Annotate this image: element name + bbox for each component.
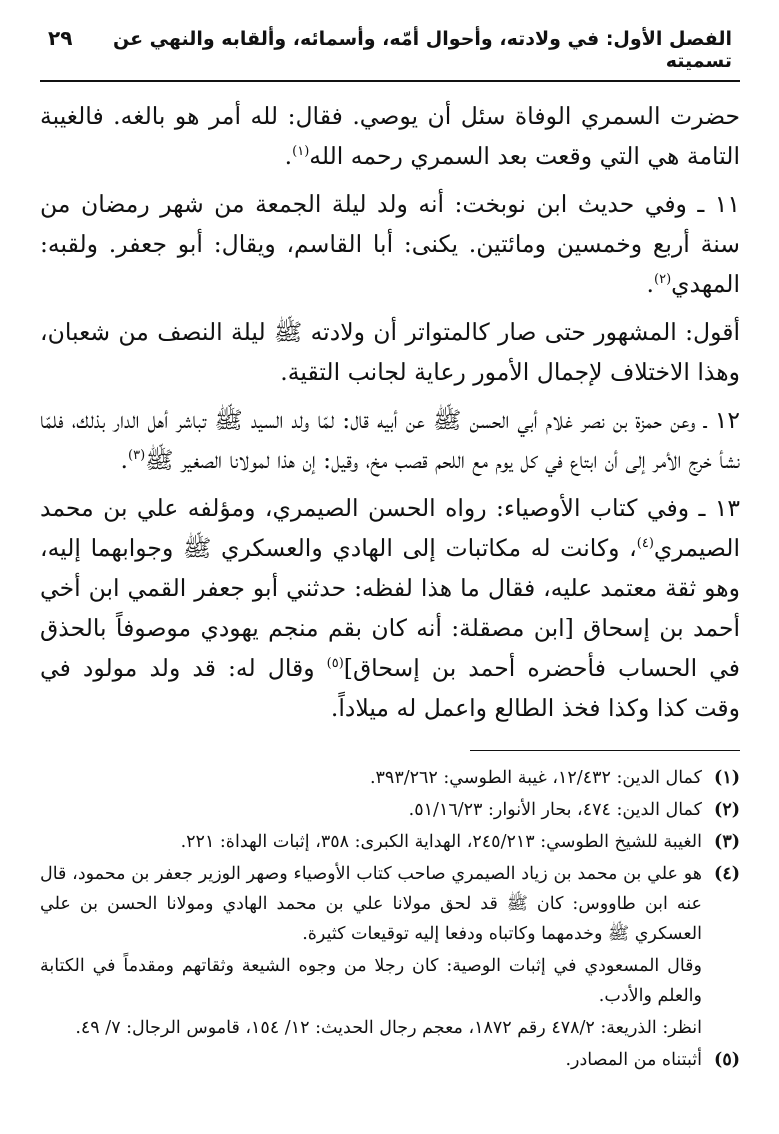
footnote bbox=[40, 827, 740, 857]
paragraph-text: حضرت السمري الوفاة سئل أن يوصي. فقال: لله أمر هو بالغه. فالغيبة التامة هي التي وقعت بعد السمري bbox=[40, 102, 740, 170]
paragraph: حضرت السمري الوفاة سئل أن يوصي. فقال: لله أمر هو بالغه. فالغيبة التامة هي التي وقعت بعد السمري رحمه الله$^{(١)}$. bbox=[40, 102, 740, 170]
footnote bbox=[40, 763, 740, 793]
footnote-number: (١) bbox=[714, 768, 740, 788]
honorific: رحمه الله bbox=[309, 142, 403, 170]
paragraph: ١٢ ـ وعن حمزة بن نصر غلام أبي الحسن ﷺ عن أبيه قال: لمّا ولد السيد ﷺ تباشر أهل الدار بذلك، فلمّا نشأ خرج الأمر إلى أن ابتاع في كل يوم مع اللحم قصب مخ، وقيل: إن هذا لمولانا الصغير ﷺ$^{(٣)}$. bbox=[40, 406, 740, 474]
footnote-text: كمال الدين: ١٢/٤٣٢، غيبة الطوسي: ٣٩٣/٢٦٢. bbox=[369, 768, 702, 788]
footnote-mark: (٣) bbox=[128, 448, 146, 464]
main-text bbox=[40, 96, 740, 728]
footnote-text: أثبتناه من المصادر. bbox=[565, 1050, 702, 1070]
footnote-number: (٢) bbox=[714, 800, 740, 820]
footnote bbox=[40, 1045, 740, 1075]
paragraph bbox=[40, 488, 740, 728]
footnote bbox=[40, 795, 740, 825]
chapter-title: الفصل الأول: في ولادته، وأحوال أمّه، وأسمائه، وألقابه والنهي عن تسميته bbox=[112, 28, 732, 72]
footnote-mark: (٢) bbox=[654, 272, 672, 288]
footnote-text: هو علي بن محمد بن زياد الصيمري صاحب كتاب الأوصياء وصهر الوزير جعفر بن محمود، قال عنه ابن طاووس: كان ﷺ قد لحق مولانا علي بن محمد الهادي ومولانا الحسن بن علي العسكري ﷺ وخدمهما وكاتباه ودفعا إليه توقيعات كثيرة. bbox=[40, 864, 702, 944]
footnotes bbox=[40, 763, 740, 1075]
footnote-mark: (٤) bbox=[636, 536, 654, 552]
footnote-text: كمال الدين: ٤٧٤، بحار الأنوار: ٥١/١٦/٢٣. bbox=[408, 800, 702, 820]
paragraph: ١١ ـ وفي حديث ابن نوبخت: أنه ولد ليلة الجمعة من شهر رمضان من سنة أربع وخمسين ومائتين. يكنى: أبا القاسم، ويقال: أبو جعفر. ولقبه: المهدي$^{(٢)}$. bbox=[40, 190, 740, 298]
footnote-text: وقال المسعودي في إثبات الوصية: كان رجلا من وجوه الشيعة وثقاتهم ومقدماً في الكتابة والعلم والأدب. bbox=[40, 956, 702, 1006]
footnote-text: انظر: الذريعة: ٤٧٨/٢ رقم ١٨٧٢، معجم رجال الحديث: ١٢/ ١٥٤، قاموس الرجال: ٧/ ٤٩. bbox=[75, 1018, 702, 1038]
paragraph-text: وقال له: قد ولد مولود في وقت كذا وكذا فخذ الطالع واعمل له ميلاداً. bbox=[40, 654, 740, 722]
paragraph-text: ١١ ـ وفي حديث ابن نوبخت: أنه ولد ليلة الجمعة من شهر رمضان من سنة أربع وخمسين ومائتين. يكنى: أبا القاسم، ويقال: أبو جعفر. ولقبه: المهدي bbox=[40, 190, 740, 298]
footnote-number: (٤) bbox=[714, 864, 740, 884]
footnote-separator bbox=[470, 750, 740, 751]
footnote-mark: (١) bbox=[292, 144, 310, 160]
paragraph-text: ١٢ ـ وعن حمزة بن نصر غلام أبي الحسن ﷺ عن أبيه قال: لمّا ولد السيد ﷺ تباشر أهل الدار بذلك، فلمّا نشأ خرج الأمر إلى أن ابتاع في كل يوم مع اللحم قصب مخ، وقيل: إن هذا لمولانا الصغير ﷺ bbox=[40, 406, 740, 474]
footnote-mark: (٥) bbox=[326, 656, 344, 672]
footnote-number: (٥) bbox=[714, 1050, 740, 1070]
footnote bbox=[40, 859, 740, 1043]
page-number: ٢٩ bbox=[48, 26, 73, 50]
paragraph-text: ، وكانت له مكاتبات إلى الهادي والعسكري ﷺ وجوابهما إليه، وهو ثقة معتمد عليه، فقال ما هذا لفظه: حدثني أبو جعفر القمي ابن أخي أحمد بن إسحاق [ابن مصقلة: أنه كان بقم منجم يهودي موصوفاً بالحذق في الحساب فأحضره أحمد بن إسحاق] bbox=[40, 534, 740, 682]
footnote-number: (٣) bbox=[714, 832, 740, 852]
book-page bbox=[40, 26, 740, 1077]
footnote-text: الغيبة للشيخ الطوسي: ٢٤٥/٢١٣، الهداية الكبرى: ٣٥٨، إثبات الهداة: ٢٢١. bbox=[180, 832, 702, 852]
paragraph-text: أقول: المشهور حتى صار كالمتواتر أن ولادته ﷺ ليلة النصف من شعبان، وهذا الاختلاف لإجمال الأمور رعاية لجانب التقية. bbox=[40, 318, 740, 386]
paragraph bbox=[40, 312, 740, 392]
running-header bbox=[40, 26, 740, 82]
paragraph-text: ١٣ ـ وفي كتاب الأوصياء: رواه الحسن الصيمري، ومؤلفه علي بن محمد الصيمري bbox=[40, 494, 740, 562]
